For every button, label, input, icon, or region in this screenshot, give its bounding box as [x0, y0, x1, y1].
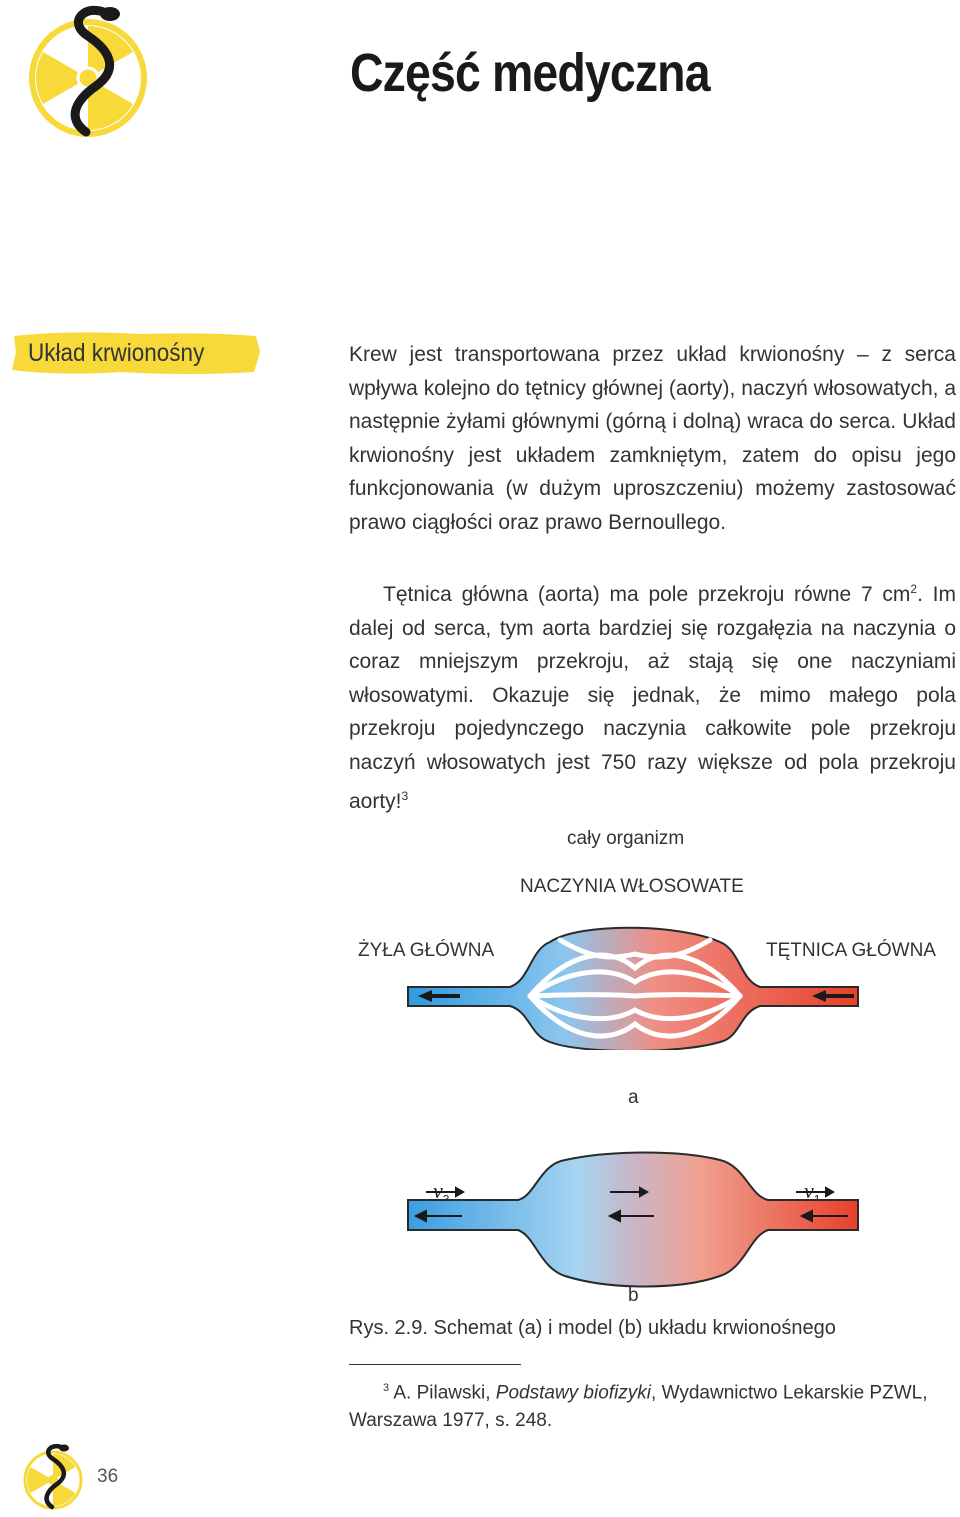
- page-title: Część medyczna: [350, 43, 710, 103]
- figure-caption: Rys. 2.9. Schemat (a) i model (b) układu krwionośnego: [349, 1317, 836, 1339]
- footnote-number: 3: [383, 1382, 390, 1394]
- footnote: [349, 1374, 956, 1435]
- footnote-text-end: , Wydawnictwo Lekarskie PZWL, Warszawa 1977, s. 248.: [349, 1382, 928, 1432]
- label-vein: ŻYŁA GŁÓWNA: [358, 940, 495, 961]
- paragraph-2-rest: . Im dalej od serca, tym aorta bardziej się rozgałęzia na naczynia o coraz mniejszym przekroju, aż stają się one naczyniami włosowatymi. Okazuje się jednak, że mimo małego pola przekroju pojedynczego naczynia całkowite pole przekroju naczyń włosowatych jest 750 razy większe od pola przekroju aorty!: [349, 583, 956, 813]
- vessel-shape: [408, 928, 858, 1050]
- section-label: [10, 330, 262, 376]
- footnote-ref: 3: [401, 788, 409, 803]
- snake-radiation-logo-icon: [22, 1440, 84, 1517]
- diagram-a-vessels: [400, 910, 870, 1050]
- sub-label-b: b: [628, 1285, 639, 1306]
- paragraph-1: Krew jest transportowana przez układ krwionośny – z serca wpływa kolejno do tętnicy głównej (aorty), naczyń włosowatych, a następnie żyłami głównymi (górną i dolną) wraca do serca. Układ krwionośny jest układem zamkniętym, zatem do opisu jego funkcjonowania (w dużym uproszczeniu) możemy zastosować prawo ciągłości oraz prawo Bernoullego.: [349, 343, 956, 534]
- velocity-v1: v: [804, 1178, 814, 1203]
- paragraph-2: [349, 573, 956, 818]
- sub-label-a: a: [628, 1087, 639, 1108]
- velocity-v3: v: [433, 1178, 443, 1203]
- label-capillaries: NACZYNIA WŁOSOWATE: [520, 876, 744, 897]
- footnote-divider: [349, 1364, 521, 1365]
- section-label-text: Układ krwionośny: [28, 339, 205, 367]
- footnote-text: A. Pilawski,: [389, 1382, 496, 1404]
- model-tube: [408, 1153, 858, 1287]
- snake-radiation-logo-icon: [26, 0, 150, 145]
- superscript-2: 2: [910, 582, 918, 596]
- diagram-b-model: [400, 1150, 870, 1300]
- footnote-book-title: Podstawy biofizyki: [495, 1382, 652, 1404]
- paragraph-2-start: Tętnica główna (aorta) ma pole przekroju równe 7 cm: [383, 583, 911, 606]
- label-whole-organism: cały organizm: [567, 828, 685, 849]
- label-artery: TĘTNICA GŁÓWNA: [766, 940, 936, 961]
- page-number: 36: [97, 1466, 119, 1487]
